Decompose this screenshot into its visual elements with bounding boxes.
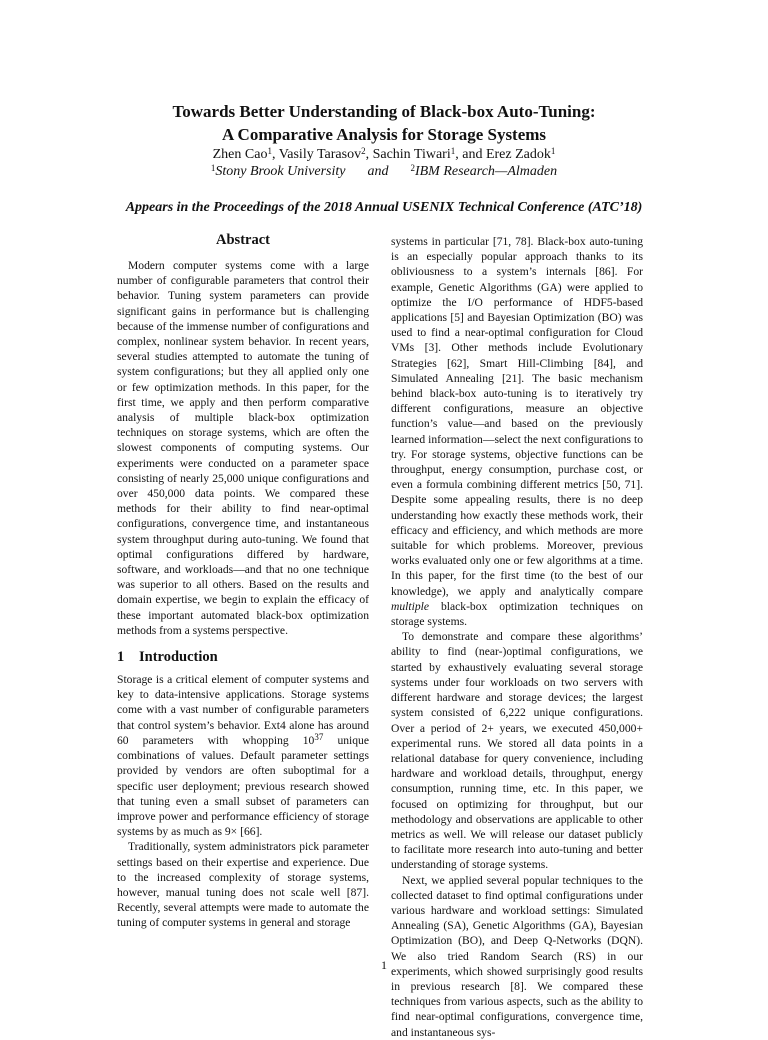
author-name: and Erez Zadok xyxy=(462,147,551,162)
exponent: 37 xyxy=(314,731,324,742)
right-column xyxy=(391,234,643,1040)
author-affil-mark: 1 xyxy=(550,145,556,156)
abstract-heading: Abstract xyxy=(216,232,270,248)
section-title: Introduction xyxy=(139,649,218,666)
affil-mark: 2 xyxy=(410,162,415,173)
author-affil-mark: 2 xyxy=(361,145,366,156)
author-name: Zhen Cao xyxy=(212,147,268,162)
intro-paragraph-2-cont xyxy=(391,234,643,629)
affil-mark: 1 xyxy=(210,162,216,173)
author-list: Zhen Cao$^1$, Vasily Tarasov$^2$, Sachin Tiwari$^1$, and Erez Zadok$^1$ xyxy=(212,145,556,162)
author-affil-mark: 1 xyxy=(267,145,272,156)
left-column xyxy=(117,230,369,931)
page-number: 1 xyxy=(381,958,387,972)
author-name: Vasily Tarasov xyxy=(278,147,362,162)
venue-notice: Appears in the Proceedings of the 2018 Annual USENIX Technical Conference (ATC’18) xyxy=(125,200,643,215)
affiliations xyxy=(0,162,768,182)
author-affil-mark: 1 xyxy=(450,145,456,156)
intro-paragraph-3: To demonstrate and compare these algorithms’ ability to find (near-)optimal configurations, we started by exhaustively evaluating several storage systems under four workloads on two servers with different hardware and storage devices; the largest system consisted of 6,222 unique configurations. Over a period of 2+ years, we executed 450,000+ experimental runs. We stored all data points in a relational database for query convenience, including hardware and workload details, throughput, energy consumption, running time, etc. In this paper, we focused on optimizing for throughput, but our methodology and observations are applicable to other metrics as well. We will release our dataset publicly to facilitate more research into auto-tuning and better understanding of storage systems. xyxy=(391,630,643,872)
intro-p2-end: black-box optimization techniques on storage systems. xyxy=(391,599,643,629)
intro-p1-text-cont: unique combinations of values. Default parameter settings provided by vendors are often suboptimal for a specific user deployment; previous research showed that tuning even a small subset of parameters can improve power and performance efficiency of storage systems by as much as 9× [66]. xyxy=(117,733,369,839)
paper-title-line-2: A Comparative Analysis for Storage Systems xyxy=(221,125,547,144)
intro-paragraph-2: Traditionally, system administrators pick parameter settings based on their expertise and experience. Due to the increased complexity of storage systems, however, manual tuning does not scale well [87]. Recently, several attempts were made to automate the tuning of computer systems in general and storage xyxy=(117,840,369,930)
intro-p1-text: Storage is a critical element of computer systems and key to data-intensive applications. Storage systems come with a vast number of configurable parameters that control system’s behavior. Ext4 alone has around 60 parameters with whopping 10 xyxy=(117,673,369,747)
section-heading-introduction xyxy=(117,648,369,666)
affil-conjunction: and xyxy=(367,164,389,179)
intro-paragraph-1 xyxy=(117,672,369,839)
affil-name: IBM Research—Almaden xyxy=(414,164,558,179)
abstract-text: Modern computer systems come with a large number of configurable parameters that control their behavior. Tuning system parameters can provide significant gains in performance but is challenging because of the immense number of configurations and complex, nonlinear system behavior. In recent years, several studies attempted to automate the tuning of system configurations; but they all applied only one or few optimization methods. In this paper, for the first time, we apply and then perform comparative analysis of multiple black-box optimization techniques on storage systems, which are often the slowest components of computing systems. Our experiments were conducted on a parameter space consisting of nearly 25,000 unique configurations and over 450,000 data points. We compared these methods for their ability to find near-optimal configurations, convergence time, and instantaneous system throughput during auto-tuning. We found that optimal configurations differed by hardware, software, and workloads—and that no one technique was superior to all others. Based on the results and domain expertise, we begin to explain the efficacy of these important automated black-box optimization methods from a systems perspective. xyxy=(117,259,369,637)
intro-p2-continued-text: systems in particular [71, 78]. Black-box auto-tuning is an especially popular approach thanks to its obliviousness to a system’s internals [86]. For example, Genetic Algorithms (GA) were applied to optimize the I/O performance of HDF5-based applications [5] and Bayesian Optimization (BO) was used to find a near-optimal configuration for Cloud VMs [3]. Other methods include Evolutionary Strategies [62], Smart Hill-Climbing [84], and Simulated Annealing [21]. The basic mechanism behind black-box auto-tuning is to iteratively try different configurations, measure an objective function’s value—and based on the previously learned information—select the next configurations to try. For storage systems, objective functions can be throughput, energy consumption, purchase cost, or even a formula combining different metrics [50, 71]. Despite some appealing results, there is no deep understanding how exactly these methods work, their efficacy and efficiency, and which methods are more suitable for which problems. Moreover, previous works evaluated only one or few algorithms at a time. In this paper, for the first time (to the best of our knowledge), we apply and analytically compare xyxy=(391,235,643,598)
paper-title-line-1: Towards Better Understanding of Black-box Auto-Tuning: xyxy=(172,102,596,121)
emphasis: multiple xyxy=(391,599,429,613)
author-name: Sachin Tiwari xyxy=(372,147,451,162)
intro-paragraph-4: Next, we applied several popular techniques to the collected dataset to find optimal configurations under various hardware and workload settings: Simulated Annealing (SA), Genetic Algorithms (GA), Bayesian Optimization (BO), and Deep Q-Networks (DQN). We also tried Random Search (RS) in our experiments, which showed surprisingly good results in previous research [8]. We compared these techniques from various aspects, such as the ability to find near-optimal configurations, convergence time, and instantaneous sys- xyxy=(391,873,643,1039)
affil-name: Stony Brook University xyxy=(215,164,346,179)
section-number: 1 xyxy=(117,649,125,666)
